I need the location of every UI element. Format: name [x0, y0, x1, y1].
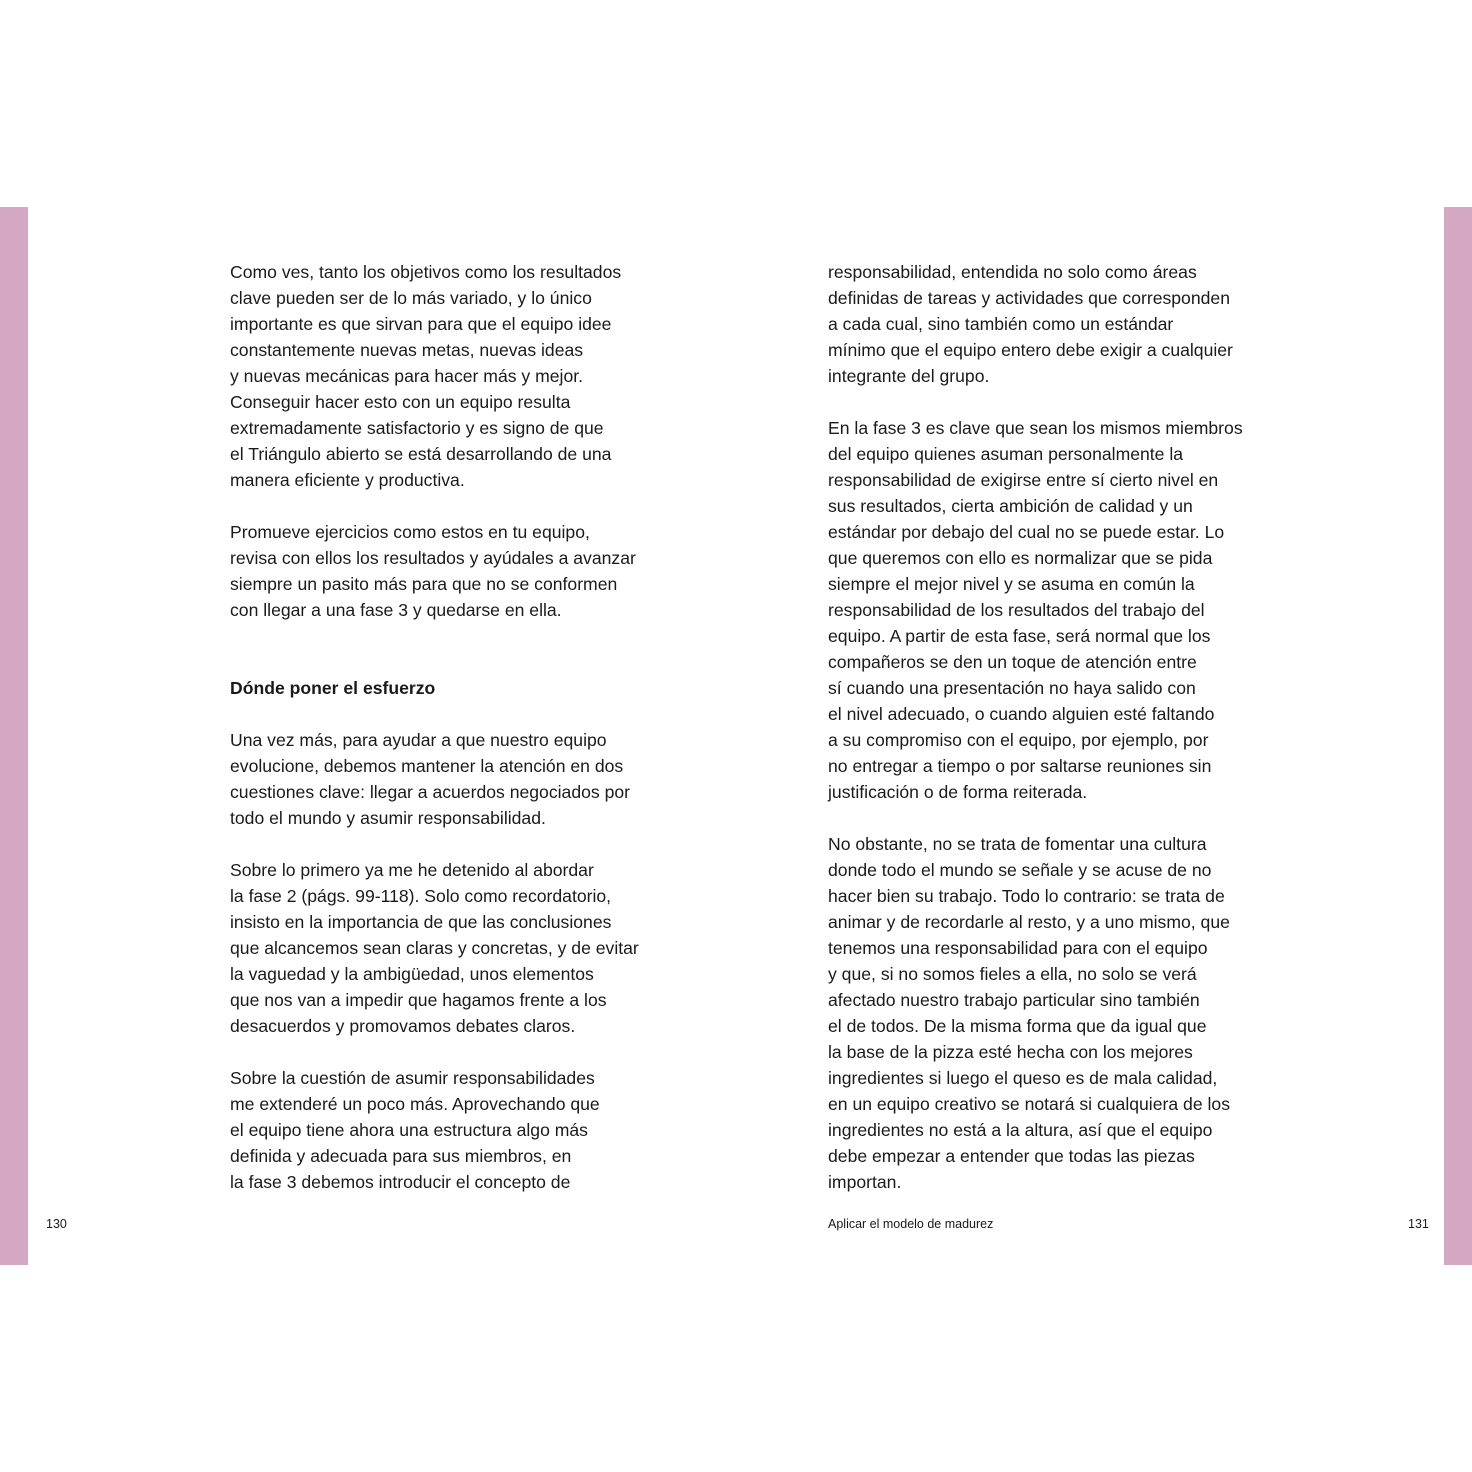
paragraph-spacer [230, 1039, 670, 1065]
left-page-text-column [230, 259, 670, 1195]
text-line: revisa con ellos los resultados y ayúdales a avanzar [230, 548, 636, 568]
left-page-edge-band [0, 207, 28, 1265]
text-line: responsabilidad de los resultados del trabajo del [828, 600, 1205, 620]
text-line: y que, si no somos fieles a ella, no solo se verá [828, 964, 1197, 984]
text-line: importan. [828, 1172, 902, 1192]
text-line: la fase 3 debemos introducir el concepto de [230, 1172, 571, 1192]
text-line: definida y adecuada para sus miembros, en [230, 1146, 572, 1166]
text-line: importante es que sirvan para que el equipo idee [230, 314, 612, 334]
text-line: hacer bien su trabajo. Todo lo contrario: se trata de [828, 886, 1225, 906]
heading-spacer [230, 649, 670, 675]
text-line: Sobre lo primero ya me he detenido al abordar [230, 860, 594, 880]
text-line: Promueve ejercicios como estos en tu equipo, [230, 522, 590, 542]
text-line: mínimo que el equipo entero debe exigir a cualquier [828, 340, 1233, 360]
text-line: me extenderé un poco más. Aprovechando que [230, 1094, 600, 1114]
text-line: que nos van a impedir que hagamos frente a los [230, 990, 607, 1010]
text-line: la vaguedad y la ambigüedad, unos elementos [230, 964, 594, 984]
paragraph [828, 831, 1268, 1195]
paragraph-spacer [230, 831, 670, 857]
right-page-edge-band [1444, 207, 1472, 1265]
paragraph [230, 727, 670, 831]
text-line: clave pueden ser de lo más variado, y lo único [230, 288, 592, 308]
text-line: Una vez más, para ayudar a que nuestro equipo [230, 730, 607, 750]
text-line: del equipo quienes asuman personalmente la [828, 444, 1184, 464]
text-line: siempre un pasito más para que no se conformen [230, 574, 618, 594]
paragraph-spacer [230, 493, 670, 519]
text-line: y nuevas mecánicas para hacer más y mejor. [230, 366, 584, 386]
right-page-number: 131 [1408, 1217, 1429, 1231]
text-line: no entregar a tiempo o por saltarse reuniones sin [828, 756, 1212, 776]
text-line: a cada cual, sino también como un estándar [828, 314, 1174, 334]
text-line: tenemos una responsabilidad para con el equipo [828, 938, 1208, 958]
text-line: manera eficiente y productiva. [230, 470, 465, 490]
right-page-text-column [828, 259, 1268, 1195]
text-line: evolucione, debemos mantener la atención en dos [230, 756, 624, 776]
text-line: la base de la pizza esté hecha con los mejores [828, 1042, 1193, 1062]
text-line: ingredientes si luego el queso es de mala calidad, [828, 1068, 1218, 1088]
text-line: Como ves, tanto los objetivos como los resultados [230, 262, 622, 282]
text-line: el nivel adecuado, o cuando alguien esté faltando [828, 704, 1215, 724]
text-line: insisto en la importancia de que las conclusiones [230, 912, 612, 932]
paragraph-spacer [230, 701, 670, 727]
running-head: Aplicar el modelo de madurez [828, 1217, 994, 1231]
text-line: sus resultados, cierta ambición de calidad y un [828, 496, 1193, 516]
paragraph [230, 519, 670, 623]
paragraph-spacer [828, 805, 1268, 831]
text-line: con llegar a una fase 3 y quedarse en ella. [230, 600, 562, 620]
text-line: Conseguir hacer esto con un equipo resulta [230, 392, 571, 412]
text-line: animar y de recordarle al resto, y a uno mismo, que [828, 912, 1230, 932]
section-heading: Dónde poner el esfuerzo [230, 678, 436, 698]
text-line: el de todos. De la misma forma que da igual que [828, 1016, 1207, 1036]
text-line: compañeros se den un toque de atención entre [828, 652, 1197, 672]
paragraph [828, 415, 1268, 805]
text-line: el Triángulo abierto se está desarrollando de una [230, 444, 612, 464]
book-spread [0, 207, 1472, 1265]
text-line: justificación o de forma reiterada. [828, 782, 1088, 802]
text-line: responsabilidad de exigirse entre sí cierto nivel en [828, 470, 1219, 490]
text-line: constantemente nuevas metas, nuevas ideas [230, 340, 584, 360]
paragraph [230, 259, 670, 493]
text-line: que queremos con ello es normalizar que se pida [828, 548, 1213, 568]
text-line: afectado nuestro trabajo particular sino también [828, 990, 1200, 1010]
paragraph [828, 259, 1268, 389]
text-line: No obstante, no se trata de fomentar una cultura [828, 834, 1207, 854]
text-line: cuestiones clave: llegar a acuerdos negociados por [230, 782, 631, 802]
text-line: desacuerdos y promovamos debates claros. [230, 1016, 576, 1036]
text-line: En la fase 3 es clave que sean los mismos miembros [828, 418, 1243, 438]
text-line: a su compromiso con el equipo, por ejemplo, por [828, 730, 1209, 750]
text-line: el equipo tiene ahora una estructura algo más [230, 1120, 588, 1140]
left-page-number: 130 [46, 1217, 67, 1231]
text-line: sí cuando una presentación no haya salido con [828, 678, 1196, 698]
text-line: ingredientes no está a la altura, así que el equipo [828, 1120, 1213, 1140]
text-line: responsabilidad, entendida no solo como áreas [828, 262, 1197, 282]
text-line: en un equipo creativo se notará si cualquiera de los [828, 1094, 1230, 1114]
text-line: equipo. A partir de esta fase, será normal que los [828, 626, 1211, 646]
text-line: Sobre la cuestión de asumir responsabilidades [230, 1068, 595, 1088]
text-line: integrante del grupo. [828, 366, 990, 386]
paragraph-spacer [230, 623, 670, 649]
text-line: todo el mundo y asumir responsabilidad. [230, 808, 546, 828]
text-line: que alcancemos sean claras y concretas, y de evitar [230, 938, 639, 958]
text-line: definidas de tareas y actividades que corresponden [828, 288, 1230, 308]
paragraph-spacer [828, 389, 1268, 415]
text-line: la fase 2 (págs. 99-118). Solo como recordatorio, [230, 886, 612, 906]
text-line: siempre el mejor nivel y se asuma en común la [828, 574, 1195, 594]
text-line: estándar por debajo del cual no se puede estar. Lo [828, 522, 1225, 542]
text-line: donde todo el mundo se señale y se acuse de no [828, 860, 1212, 880]
text-line: debe empezar a entender que todas las piezas [828, 1146, 1195, 1166]
text-line: extremadamente satisfactorio y es signo de que [230, 418, 604, 438]
paragraph [230, 1065, 670, 1195]
paragraph [230, 857, 670, 1039]
